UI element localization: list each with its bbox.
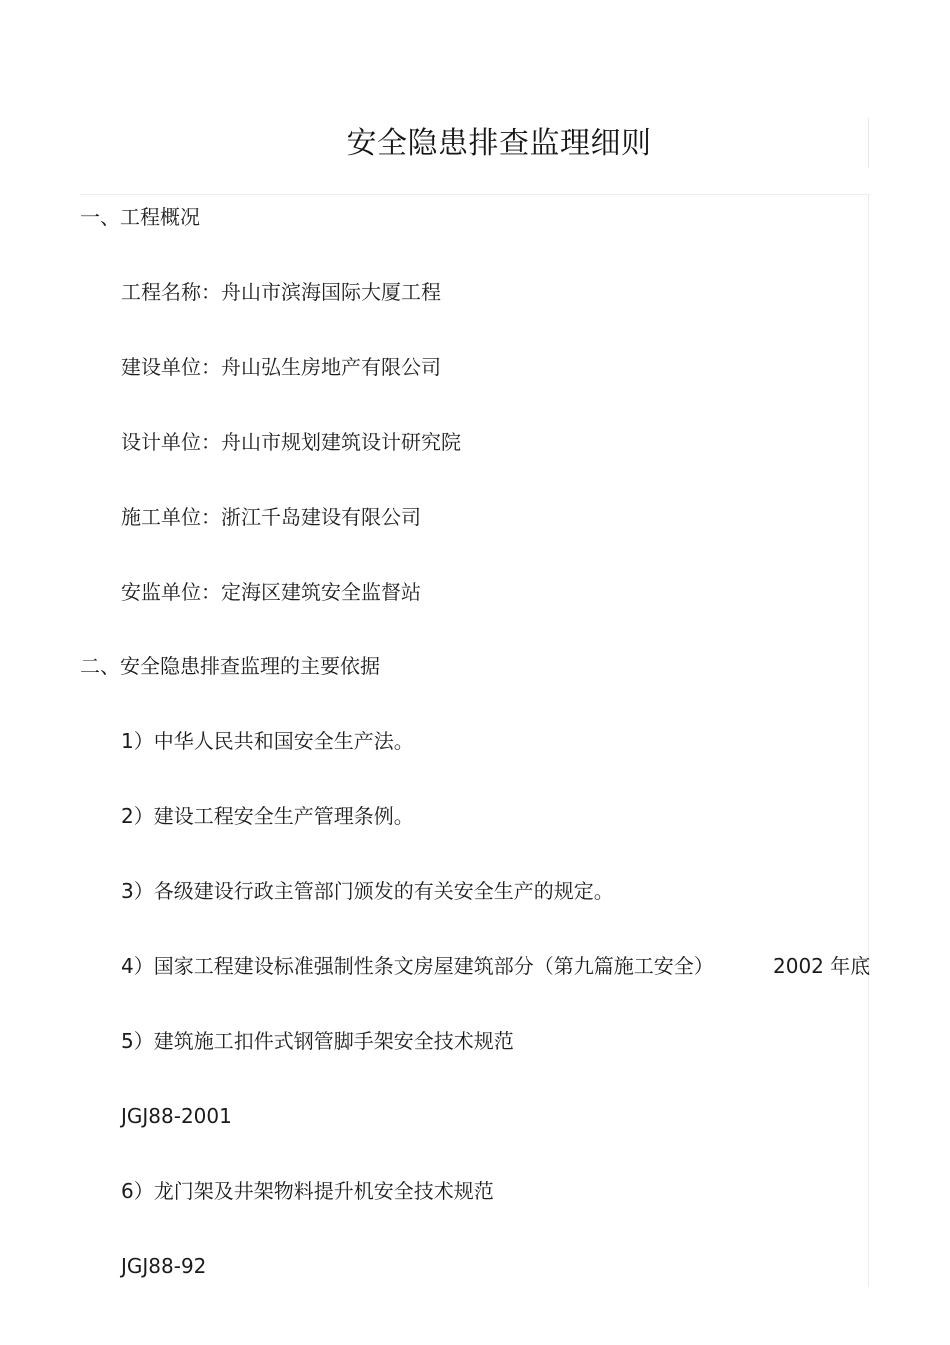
list-item-tail: 2002 年底 [773, 954, 871, 978]
list-item: 5）建筑施工扣件式钢管脚手架安全技术规范 [121, 1029, 514, 1053]
project-name-line: 工程名称：舟山市滨海国际大厦工程 [121, 280, 441, 304]
designer-line: 设计单位：舟山市规划建筑设计研究院 [121, 430, 461, 454]
header-divider-horizontal [80, 194, 870, 195]
list-item: 3）各级建设行政主管部门颁发的有关安全生产的规定。 [121, 879, 614, 903]
list-item: 4）国家工程建设标准强制性条文房屋建筑部分（第九篇施工安全） [121, 954, 714, 978]
standard-code: JGJ88-2001 [121, 1104, 232, 1128]
builder-line: 建设单位：舟山弘生房地产有限公司 [121, 355, 441, 379]
section-heading-basis: 二、安全隐患排查监理的主要依据 [80, 654, 380, 678]
list-item: 6）龙门架及井架物料提升机安全技术规范 [121, 1179, 494, 1203]
document-title: 安全隐患排查监理细则 [346, 126, 652, 161]
list-item: 1）中华人民共和国安全生产法。 [121, 729, 414, 753]
safety-supervisor-line: 安监单位：定海区建筑安全监督站 [121, 580, 421, 604]
list-item: 2）建设工程安全生产管理条例。 [121, 804, 414, 828]
header-divider-vertical [868, 118, 869, 168]
standard-code: JGJ88-92 [121, 1254, 207, 1278]
right-margin-line [868, 195, 869, 1287]
section-heading-overview: 一、工程概况 [80, 205, 200, 229]
contractor-line: 施工单位：浙江千岛建设有限公司 [121, 505, 421, 529]
